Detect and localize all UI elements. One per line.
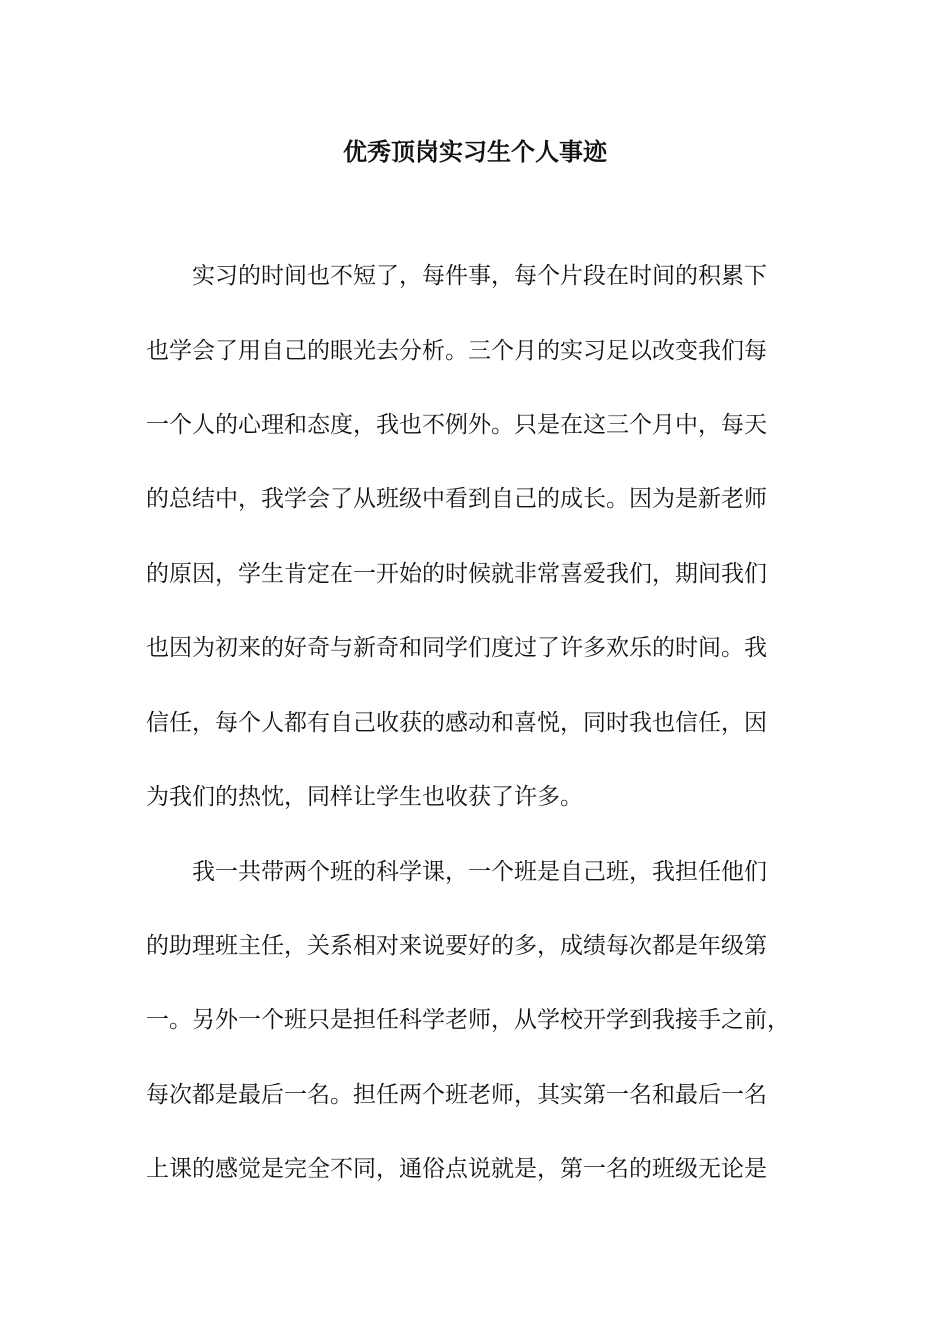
paragraph-line: 的原因，学生肯定在一开始的时候就非常喜爱我们，期间我们	[146, 561, 767, 587]
paragraph-line: 的总结中，我学会了从班级中看到自己的成长。因为是新老师	[146, 486, 767, 512]
paragraph-line: 也因为初来的好奇与新奇和同学们度过了许多欢乐的时间。我	[146, 635, 767, 661]
paragraph-line: 我一共带两个班的科学课，一个班是自己班，我担任他们	[192, 859, 767, 885]
paragraph-line: 上课的感觉是完全不同，通俗点说就是，第一名的班级无论是	[146, 1156, 767, 1182]
paragraph-line: 每次都是最后一名。担任两个班老师，其实第一名和最后一名	[146, 1082, 767, 1108]
document-title: 优秀顶岗实习生个人事迹	[343, 137, 607, 166]
paragraph-line: 为我们的热忱，同样让学生也收获了许多。	[146, 784, 583, 810]
paragraph-line: 实习的时间也不短了，每件事，每个片段在时间的积累下	[192, 263, 767, 289]
paragraph-line: 信任，每个人都有自己收获的感动和喜悦，同时我也信任，因	[146, 710, 767, 736]
paragraph-line: 一个人的心理和态度，我也不例外。只是在这三个月中，每天	[146, 412, 767, 438]
paragraph-line: 的助理班主任，关系相对来说要好的多，成绩每次都是年级第	[146, 933, 767, 959]
paragraph-line: 一。另外一个班只是担任科学老师，从学校开学到我接手之前，	[146, 1007, 790, 1033]
paragraph-line: 也学会了用自己的眼光去分析。三个月的实习足以改变我们每	[146, 338, 767, 364]
